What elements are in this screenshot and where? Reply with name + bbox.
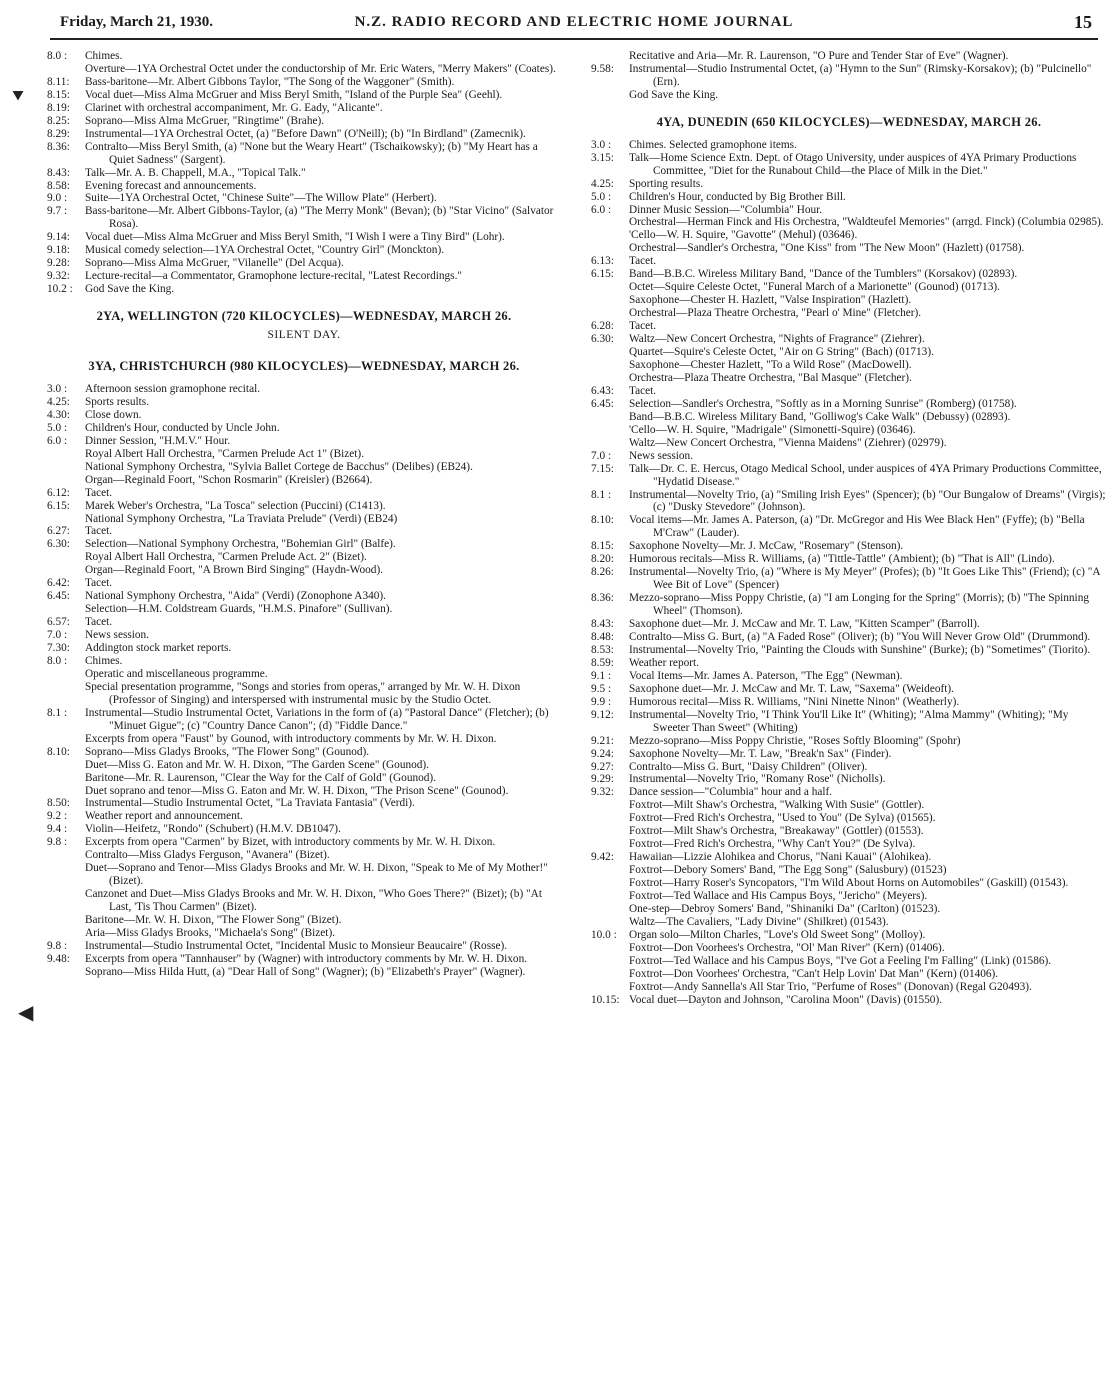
programme-entry <box>591 152 1107 178</box>
programme-entry <box>47 102 561 115</box>
entry-text: Aria—Miss Gladys Brooks, "Michaela's Song" (Bizet). <box>85 927 336 939</box>
entry-time: 6.15: <box>47 499 70 512</box>
entry-time: 9.14: <box>47 231 70 244</box>
entry-text: Dinner Music Session—"Columbia" Hour. <box>629 203 823 216</box>
entry-text: Vocal items—Mr. James A. Paterson, (a) "Dr. McGregor and His Wee Black Hen" (Fyffe); (b) "Bella M'Craw" (Lauder). <box>629 514 1085 540</box>
entry-text: Orchestral—Herman Finck and His Orchestra, "Waldteufel Memories" (arrgd. Finck) (Columbia 02985). <box>629 216 1104 229</box>
entry-time: 8.43: <box>47 166 70 179</box>
programme-entry <box>47 642 561 655</box>
entry-text: News session. <box>629 449 694 462</box>
entry-text: One-step—Debroy Somers' Band, "Shinaniki Da" (Carlton) (01523). <box>629 903 941 915</box>
programme-entry <box>591 191 1107 204</box>
programme-entry <box>591 489 1107 515</box>
programme-entry <box>591 657 1107 670</box>
entry-text: National Symphony Orchestra, "La Traviata Prelude" (Verdi) (EB24) <box>85 512 398 525</box>
entry-text: Vocal duet—Dayton and Johnson, "Carolina Moon" (Davis) (01550). <box>629 993 943 1006</box>
entry-time: 9.27: <box>591 760 614 773</box>
aya-evening-programme <box>47 50 561 296</box>
programme-entry <box>47 270 561 283</box>
programme-entry <box>591 994 1107 1007</box>
entry-text: Saxophone—Chester H. Hazlett, "Valse Inspiration" (Hazlett). <box>629 294 912 307</box>
entry-text: Baritone—Mr. W. H. Dixon, "The Flower Song" (Bizet). <box>85 914 342 927</box>
programme-entry <box>47 141 561 167</box>
entry-text: Saxophone Novelty—Mr. J. McCaw, "Rosemary" (Stenson). <box>629 540 904 553</box>
entry-time: 8.0 : <box>47 50 68 62</box>
entry-text: 'Cello—W. H. Squire, "Gavotte" (Mehul) (03646). <box>629 229 858 242</box>
entry-text: Marek Weber's Orchestra, "La Tosca" selection (Puccini) (C1413). <box>85 499 386 512</box>
entry-time: 6.28: <box>591 320 614 333</box>
entry-time: 9.28: <box>47 257 70 270</box>
entry-time: 8.36: <box>47 140 70 153</box>
programme-entry <box>591 696 1107 709</box>
entry-text: Violin—Heifetz, "Rondo" (Schubert) (H.M.V. DB1047). <box>85 823 341 836</box>
entry-text: Foxtrot—Fred Rich's Orchestra, "Used to You" (De Sylva) (01565). <box>629 812 936 825</box>
entry-text: Instrumental—Studio Instrumental Octet, (a) "Hymn to the Sun" (Rimsky-Korsakov); (b) "Pulcinello" (Ern). <box>629 62 1092 88</box>
entry-text: Instrumental—Studio Instrumental Octet, "Incidental Music to Monsieur Beaucaire" (Rosse). <box>85 939 508 952</box>
entry-time: 8.15: <box>591 540 614 553</box>
programme-entry <box>47 244 561 257</box>
header-page-number: 15 <box>1074 12 1092 32</box>
entry-text: Afternoon session gramophone recital. <box>85 382 261 395</box>
entry-time: 9.18: <box>47 244 70 257</box>
entry-text: Tacet. <box>629 320 657 333</box>
programme-entry <box>591 709 1107 735</box>
entry-time: 7.30: <box>47 642 70 655</box>
entry-text: Humorous recitals—Miss R. Williams, (a) "Tittle-Tattle" (Ambient); (b) "That is All" (Lindo). <box>629 553 1055 566</box>
programme-entry <box>47 629 561 642</box>
dunedin-heading: 4YA, DUNEDIN (650 KILOCYCLES)—WEDNESDAY, MARCH 26. <box>656 114 1042 129</box>
entry-text: Tacet. <box>629 384 657 397</box>
entry-text: Bass-baritone—Mr. Albert Gibbons Taylor, "The Song of the Waggoner" (Smith). <box>85 75 455 88</box>
programme-entry <box>591 139 1107 152</box>
programme-entry <box>47 616 561 629</box>
entry-time: 6.43: <box>591 384 614 397</box>
entry-time: 9.48: <box>47 952 70 965</box>
header-date: Friday, March 21, 1930. <box>60 14 214 30</box>
programme-entry <box>47 823 561 836</box>
entry-text: Foxtrot—Harry Roser's Syncopators, "I'm Wild About Horns on Automobiles" (Gaskill) (01543). <box>629 877 1069 890</box>
entry-text: 'Cello—W. H. Squire, "Madrigale" (Simonetti-Squire) (03646). <box>629 423 916 436</box>
programme-entry <box>47 487 561 500</box>
programme-entry <box>591 553 1107 566</box>
entry-text: Soprano—Miss Alma McGruer, "Ringtime" (Brahe). <box>85 114 325 127</box>
entry-text: Bass-baritone—Mr. Albert Gibbons-Taylor, (a) "The Merry Monk" (Bevan); (b) "Star Vicino" (Salvator Rosa). <box>85 205 554 231</box>
programme-entry <box>47 500 561 526</box>
entry-text: Excerpts from opera "Tannhauser" by (Wagner) with introductory comments by Mr. W. H. Dixon. <box>85 952 528 965</box>
entry-time: 6.12: <box>47 486 70 499</box>
entry-text: Orchestral—Sandler's Orchestra, "One Kiss" from "The New Moon" (Hazlett) (01758). <box>629 242 1025 255</box>
entry-text: Talk—Home Science Extn. Dept. of Otago University, under auspices of 4YA Primary Productions Committee, "Diet for the Runabout Child—the Place of Milk in the Diet." <box>629 151 1077 177</box>
entry-text: Band—B.B.C. Wireless Military Band, "Golliwog's Cake Walk" (Debussy) (02893). <box>629 410 1011 423</box>
programme-entry <box>591 592 1107 618</box>
entry-time: 9.4 : <box>47 823 68 836</box>
programme-entry <box>47 89 561 102</box>
entry-text: Contralto—Miss Beryl Smith, (a) "None but the Weary Heart" (Tschaikowsky); (b) "My Heart has a Quiet Sadness" (Sargent). <box>85 140 538 166</box>
entry-time: 10.2 : <box>47 283 73 296</box>
entry-text: Tacet. <box>85 616 113 629</box>
programme-entry <box>591 566 1107 592</box>
wellington-heading: 2YA, WELLINGTON (720 KILOCYCLES)—WEDNESDAY, MARCH 26. <box>96 309 512 324</box>
programme-entry <box>591 398 1107 450</box>
entry-text: Chimes. <box>85 654 123 667</box>
entry-text: Foxtrot—Ted Wallace and His Campus Boys, "Jericho" (Meyers). <box>629 890 928 903</box>
entry-time: 4.30: <box>47 408 70 421</box>
entry-text: Duet—Miss G. Eaton and Mr. W. H. Dixon, "The Garden Scene" (Gounod). <box>85 758 429 771</box>
entry-text: God Save the King. <box>85 283 175 296</box>
programme-entry <box>47 797 561 810</box>
entry-text: Addington stock market reports. <box>85 642 232 655</box>
entry-text: Instrumental—Studio Instrumental Octet, Variations in the form of (a) "Pastoral Dance" (Fletcher); (b) "Minuet Gigue"; (c) "Country Dance Canon"; (d) "Fiddle Dance." <box>85 706 549 732</box>
entry-text: Chimes. Selected gramophone items. <box>629 138 797 151</box>
entry-time: 8.59: <box>591 656 614 669</box>
entry-time: 8.53: <box>591 643 614 656</box>
programme-entry <box>591 761 1107 774</box>
programme-entry <box>47 63 561 76</box>
programme-entry <box>47 205 561 231</box>
entry-time: 8.58: <box>47 179 70 192</box>
programme-entry <box>591 514 1107 540</box>
programme-entry <box>591 385 1107 398</box>
entry-text: Sporting results. <box>629 177 704 190</box>
entry-time: 8.19: <box>47 101 70 114</box>
programme-entry <box>591 320 1107 333</box>
programme-entry <box>591 255 1107 268</box>
entry-text: Saxophone—Chester Hazlett, "To a Wild Rose" (MacDowell). <box>629 358 912 371</box>
programme-entry <box>47 525 561 538</box>
programme-entry <box>47 655 561 668</box>
entry-time: 6.45: <box>47 590 70 603</box>
entry-text: Mezzo-soprano—Miss Poppy Christie, (a) "I am Longing for the Spring" (Morris); (b) "The Spinning Wheel" (Thomson). <box>629 592 1089 618</box>
entry-text: Lecture-recital—a Commentator, Gramophone lecture-recital, "Latest Recordings." <box>85 270 463 283</box>
entry-text: Saxophone duet—Mr. J. McCaw and Mr. T. Law, "Kitten Scamper" (Barroll). <box>629 618 980 631</box>
entry-text: Instrumental—Novelty Trio, "I Think You'll Like It" (Whiting); "Alma Mammy" (Whiting); "My Sweeter Than Sweet" (Whiting) <box>629 708 1069 734</box>
entry-time: 9.9 : <box>591 695 612 708</box>
entry-time: 9.7 : <box>47 205 68 218</box>
entry-text: Tacet. <box>85 525 113 538</box>
entry-text: Suite—1YA Orchestral Octet, "Chinese Suite"—The Willow Plate" (Herbert). <box>85 192 437 205</box>
entry-text: Foxtrot—Don Voorhees's Orchestra, "Ol' Man River" (Kern) (01406). <box>629 941 945 954</box>
entry-text: Baritone—Mr. R. Laurenson, "Clear the Way for the Calf of Gold" (Gounod). <box>85 771 437 784</box>
programme-entry <box>47 128 561 141</box>
entry-time: 9.2 : <box>47 810 68 823</box>
entry-text: Selection—H.M. Coldstream Guards, "H.M.S. Pinafore" (Sullivan). <box>85 603 393 616</box>
entry-text: Tacet. <box>85 577 113 590</box>
programme-entry <box>47 746 561 798</box>
entry-text: Foxtrot—Milt Shaw's Orchestra, "Breakaway" (Gottler) (01553). <box>629 825 924 838</box>
entry-text: Children's Hour, conducted by Big Brother Bill. <box>629 190 846 203</box>
entry-time: 8.20: <box>591 553 614 566</box>
programme-entry <box>47 422 561 435</box>
entry-text: Chimes. <box>85 50 123 62</box>
entry-text: National Symphony Orchestra, "Sylvia Ballet Cortege de Bacchus" (Delibes) (EB24). <box>85 460 473 473</box>
entry-text: Waltz—The Cavaliers, "Lady Divine" (Shilkret) (01543). <box>629 915 889 928</box>
entry-time: 8.29: <box>47 127 70 140</box>
entry-text: Musical comedy selection—1YA Orchestral Octet, "Country Girl" (Monckton). <box>85 244 445 257</box>
entry-text: Excerpts from opera "Carmen" by Bizet, with introductory comments by Mr. W. H. Dixon. <box>85 836 496 849</box>
entry-text: Contralto—Miss Gladys Ferguson, "Avanera" (Bizet). <box>85 849 330 862</box>
entry-time: 9.29: <box>591 773 614 786</box>
entry-text: Duet—Soprano and Tenor—Miss Gladys Brooks and Mr. W. H. Dixon, "Speak to Me of My Mother!" (Bizet). <box>85 862 548 888</box>
entry-time: 8.0 : <box>47 654 68 667</box>
programme-entry <box>47 538 561 577</box>
entry-text: Special presentation programme, "Songs and stories from operas," arranged by Mr. W. H. Dixon (Professor of Singing) and interspersed with instrumental music by the Studio Octet. <box>85 680 521 706</box>
right-column <box>591 50 1107 1007</box>
entry-text: Octet—Squire Celeste Octet, "Funeral March of a Marionette" (Gounod) (01713). <box>629 281 1000 294</box>
entry-time: 4.25: <box>591 177 614 190</box>
entry-time: 6.42: <box>47 577 70 590</box>
entry-time: 9.1 : <box>591 669 612 682</box>
entry-text: Foxtrot—Andy Sannella's All Star Trio, "Perfume of Roses" (Donovan) (Regal G20493). <box>629 980 1032 993</box>
programme-entry <box>47 836 561 940</box>
entry-text: Orchestra—Plaza Theatre Orchestra, "Bal Masque" (Fletcher). <box>629 371 912 384</box>
entry-time: 9.21: <box>591 734 614 747</box>
programme-entry <box>591 178 1107 191</box>
entry-time: 8.11: <box>47 75 70 88</box>
entry-text: Foxtrot—Don Voorhees' Orchestra, "Can't Help Lovin' Dat Man" (Kern) (01406). <box>629 967 999 980</box>
entry-text: Organ—Reginald Foort, "Schon Rosmarin" (Kreisler) (B2664). <box>85 473 373 486</box>
entry-text: Dance session—"Columbia" hour and a half. <box>629 786 833 799</box>
entry-text: Recitative and Aria—Mr. R. Laurenson, "O Pure and Tender Star of Eve" (Wagner). <box>629 50 1009 62</box>
programme-entry <box>47 180 561 193</box>
entry-time: 9.42: <box>591 851 614 864</box>
entry-time: 6.57: <box>47 616 70 629</box>
programme-entry <box>47 167 561 180</box>
entry-text: Tacet. <box>629 255 657 268</box>
entry-text: Evening forecast and announcements. <box>85 179 257 192</box>
entry-text: Duet soprano and tenor—Miss G. Eaton and Mr. W. H. Dixon, "The Prison Scene" (Gounod). <box>85 784 509 797</box>
entry-text: Royal Albert Hall Orchestra, "Carmen Prelude Act. 2" (Bizet). <box>85 551 367 564</box>
programme-entry <box>47 231 561 244</box>
entry-text: Foxtrot—Debory Somers' Band, "The Egg Song" (Salusbury) (01523) <box>629 864 947 877</box>
entry-time: 8.10: <box>47 745 70 758</box>
entry-text: Saxophone duet—Mr. J. McCaw and Mr. T. Law, "Saxema" (Weideoft). <box>629 682 954 695</box>
christchurch-continued-programme <box>591 50 1107 102</box>
entry-text: Waltz—New Concert Orchestra, "Vienna Maidens" (Ziehrer) (02979). <box>629 436 947 449</box>
margin-arrow-icon: ◀ <box>18 1002 34 1024</box>
programme-entry <box>591 50 1107 63</box>
entry-time: 6.30: <box>591 333 614 346</box>
entry-text: Canzonet and Duet—Miss Gladys Brooks and Mr. W. H. Dixon, "Who Goes There?" (Bizet); (b) "At Last, 'Tis Thou Carmen" (Bizet). <box>85 888 542 914</box>
entry-text: Instrumental—Novelty Trio, (a) "Where is My Meyer" (Profes); (b) "It Goes Like This" (Friend); (c) "A Wee Bit of Love" (Spencer) <box>629 566 1100 592</box>
entry-time: 8.36: <box>591 592 614 605</box>
entry-text: Weather report and announcement. <box>85 810 243 823</box>
entry-time: 8.10: <box>591 514 614 527</box>
programme-entry <box>47 76 561 89</box>
entry-time: 3.0 : <box>591 138 612 151</box>
entry-text: Children's Hour, conducted by Uncle John. <box>85 421 280 434</box>
entry-time: 9.58: <box>591 62 614 75</box>
entry-text: Sports results. <box>85 395 150 408</box>
programme-entry <box>47 50 561 63</box>
programme-entry <box>591 63 1107 102</box>
entry-time: 10.15: <box>591 993 620 1006</box>
entry-text: Selection—National Symphony Orchestra, "Bohemian Girl" (Balfe). <box>85 538 396 551</box>
entry-text: Instrumental—Novelty Trio, (a) "Smiling Irish Eyes" (Spencer); (b) "Our Bungalow of Dreams" (Virgis); (c) "Dusky Stevedore" (Johnson). <box>629 488 1106 514</box>
entry-text: Vocal duet—Miss Alma McGruer and Miss Beryl Smith, "I Wish I were a Tiny Bird" (Lohr). <box>85 231 505 244</box>
entry-time: 8.1 : <box>47 706 68 719</box>
entry-text: National Symphony Orchestra, "Aida" (Verdi) (Zonophone A340). <box>85 590 386 603</box>
left-column <box>47 50 561 979</box>
programme-entry <box>47 396 561 409</box>
entry-text: Clarinet with orchestral accompaniment, Mr. G. Eady, "Alicante". <box>85 101 383 114</box>
christchurch-programme <box>47 383 561 979</box>
entry-text: God Save the King. <box>629 88 719 101</box>
programme-entry <box>47 953 561 979</box>
entry-text: Instrumental—Novelty Trio, "Romany Rose" (Nicholls). <box>629 773 886 786</box>
programme-entry <box>47 590 561 616</box>
entry-time: 5.0 : <box>591 190 612 203</box>
programme-entry <box>47 810 561 823</box>
programme-entry <box>47 115 561 128</box>
programme-entry <box>591 683 1107 696</box>
entry-time: 8.1 : <box>591 488 612 501</box>
programme-entry <box>47 192 561 205</box>
entry-text: Organ—Reginald Foort, "A Brown Bird Singing" (Haydn-Wood). <box>85 564 384 577</box>
entry-time: 3.0 : <box>47 382 68 395</box>
programme-entry <box>47 448 561 487</box>
entry-text: Talk—Mr. A. B. Chappell, M.A., "Topical Talk." <box>85 166 306 179</box>
entry-text: Orchestral—Plaza Theatre Orchestra, "Pearl o' Mine" (Fletcher). <box>629 307 922 320</box>
entry-text: News session. <box>85 629 150 642</box>
entry-time: 3.15: <box>591 151 614 164</box>
entry-text: Vocal duet—Miss Alma McGruer and Miss Beryl Smith, "Island of the Purple Sea" (Geehl). <box>85 88 503 101</box>
entry-time: 9.0 : <box>47 192 68 205</box>
entry-text: Organ solo—Milton Charles, "Love's Old Sweet Song" (Molloy). <box>629 928 926 941</box>
entry-time: 6.30: <box>47 538 70 551</box>
entry-time: 4.25: <box>47 395 70 408</box>
entry-time: 6.0 : <box>591 203 612 216</box>
entry-text: Operatic and miscellaneous programme. <box>85 667 268 680</box>
programme-entry <box>591 463 1107 489</box>
entry-text: Weather report. <box>629 656 699 669</box>
entry-time: 6.45: <box>591 397 614 410</box>
programme-entry <box>47 668 561 707</box>
programme-entry <box>47 257 561 270</box>
programme-entry <box>591 786 1107 851</box>
entry-time: 9.32: <box>591 786 614 799</box>
entry-text: Instrumental—Novelty Trio, "Painting the Clouds with Sunshine" (Burke); (b) "Sometimes" (Tiorito). <box>629 643 1091 656</box>
programme-entry <box>591 670 1107 683</box>
entry-text: Waltz—New Concert Orchestra, "Nights of Fragrance" (Ziehrer). <box>629 333 925 346</box>
programme-entry <box>591 631 1107 644</box>
programme-entry <box>591 851 1107 929</box>
programme-entry <box>591 735 1107 748</box>
entry-text: Foxtrot—Ted Wallace and his Campus Boys, "I've Got a Feeling I'm Falling" (Link) (01586). <box>629 954 1052 967</box>
programme-entry <box>591 268 1107 320</box>
entry-text: Saxophone Novelty—Mr. T. Law, "Break'n Sax" (Finder). <box>629 747 892 760</box>
programme-entry <box>591 450 1107 463</box>
entry-time: 7.0 : <box>47 629 68 642</box>
entry-time: 7.15: <box>591 462 614 475</box>
entry-text: Talk—Dr. C. E. Hercus, Otago Medical School, under auspices of 4YA Primary Productions Committee, "Hydatid Disease." <box>629 462 1102 488</box>
programme-entry <box>47 940 561 953</box>
programme-entry <box>591 204 1107 256</box>
programme-entry <box>47 283 561 296</box>
entry-text: Foxtrot—Fred Rich's Orchestra, "Why Can't You?" (De Sylva). <box>629 838 916 851</box>
entry-text: Overture—1YA Orchestral Octet under the conductorship of Mr. Eric Waters, "Merry Makers" (Coates). <box>85 62 556 75</box>
entry-time: 8.15: <box>47 88 70 101</box>
entry-text: Soprano—Miss Hilda Hutt, (a) "Dear Hall of Song" (Wagner); (b) "Elizabeth's Prayer" (Wagner). <box>85 965 526 978</box>
entry-time: 8.26: <box>591 566 614 579</box>
entry-time: 6.27: <box>47 525 70 538</box>
entry-time: 5.0 : <box>47 421 68 434</box>
entry-text: Instrumental—1YA Orchestral Octet, (a) "Before Dawn" (O'Neill); (b) "In Birdland" (Zamecnik). <box>85 127 526 140</box>
entry-text: Contralto—Miss G. Burt, "Daisy Children" (Oliver). <box>629 760 868 773</box>
entry-text: Tacet. <box>85 486 113 499</box>
programme-entry <box>591 540 1107 553</box>
entry-text: Royal Albert Hall Orchestra, "Carmen Prelude Act 1" (Bizet). <box>85 447 365 460</box>
entry-text: Contralto—Miss G. Burt, (a) "A Faded Rose" (Oliver); (b) "You Will Never Grow Old" (Drummond). <box>629 630 1091 643</box>
entry-text: Dinner Session, "H.M.V." Hour. <box>85 434 231 447</box>
programme-entry <box>591 748 1107 761</box>
programme-entry <box>591 618 1107 631</box>
dunedin-programme <box>591 139 1107 1007</box>
entry-text: Soprano—Miss Gladys Brooks, "The Flower Song" (Gounod). <box>85 745 370 758</box>
entry-text: Band—B.B.C. Wireless Military Band, "Dance of the Tumblers" (Korsakov) (02893). <box>629 268 1018 281</box>
christchurch-heading: 3YA, CHRISTCHURCH (980 KILOCYCLES)—WEDNESDAY, MARCH 26. <box>88 359 520 374</box>
entry-text: Hawaiian—Lizzie Alohikea and Chorus, "Nani Kauai" (Alohikea). <box>629 851 932 864</box>
entry-text: Mezzo-soprano—Miss Poppy Christie, "Roses Softly Blooming" (Spohr) <box>629 734 961 747</box>
entry-time: 8.50: <box>47 797 70 810</box>
entry-text: Excerpts from opera "Faust" by Gounod, with introductory comments by Mr. W. H. Dixon. <box>85 732 497 745</box>
entry-time: 6.15: <box>591 268 614 281</box>
page-header <box>50 8 1098 40</box>
entry-time: 7.0 : <box>591 449 612 462</box>
entry-text: Selection—Sandler's Orchestra, "Softly as in a Morning Sunrise" (Romberg) (01758). <box>629 397 1017 410</box>
entry-time: 9.24: <box>591 747 614 760</box>
entry-text: Quartet—Squire's Celeste Octet, "Air on G String" (Bach) (01713). <box>629 346 934 359</box>
entry-text: Soprano—Miss Alma McGruer, "Vilanelle" (Del Acqua). <box>85 257 344 270</box>
entry-time: 9.5 : <box>591 682 612 695</box>
wellington-subheading: SILENT DAY. <box>267 329 341 342</box>
programme-entry <box>591 333 1107 385</box>
programme-entry <box>47 409 561 422</box>
programme-entry <box>47 707 561 746</box>
entry-text: Vocal Items—Mr. James A. Paterson, "The Egg" (Newman). <box>629 669 903 682</box>
programme-entry <box>47 383 561 396</box>
entry-time: 8.43: <box>591 618 614 631</box>
programme-entry <box>591 644 1107 657</box>
programme-entry <box>47 435 561 448</box>
entry-time: 8.48: <box>591 630 614 643</box>
entry-time: 9.8 : <box>47 836 68 849</box>
entry-time: 6.13: <box>591 255 614 268</box>
entry-time: 9.8 : <box>47 939 68 952</box>
entry-time: 6.0 : <box>47 434 68 447</box>
entry-text: Foxtrot—Milt Shaw's Orchestra, "Walking With Susie" (Gottler). <box>629 799 925 812</box>
header-journal-title: N.Z. RADIO RECORD AND ELECTRIC HOME JOURNAL <box>354 14 794 30</box>
entry-time: 9.32: <box>47 270 70 283</box>
programme-entry <box>591 929 1107 994</box>
entry-time: 8.25: <box>47 114 70 127</box>
entry-text: Instrumental—Studio Instrumental Octet, "La Traviata Fantasia" (Verdi). <box>85 797 415 810</box>
margin-arrow-icon: ⯆ <box>10 86 26 108</box>
entry-time: 10.0 : <box>591 928 617 941</box>
entry-text: Humorous recital—Miss R. Williams, "Nini Ninette Ninon" (Weatherly). <box>629 695 960 708</box>
entry-time: 9.12: <box>591 708 614 721</box>
programme-entry <box>591 773 1107 786</box>
entry-text: Close down. <box>85 408 142 421</box>
programme-entry <box>47 577 561 590</box>
